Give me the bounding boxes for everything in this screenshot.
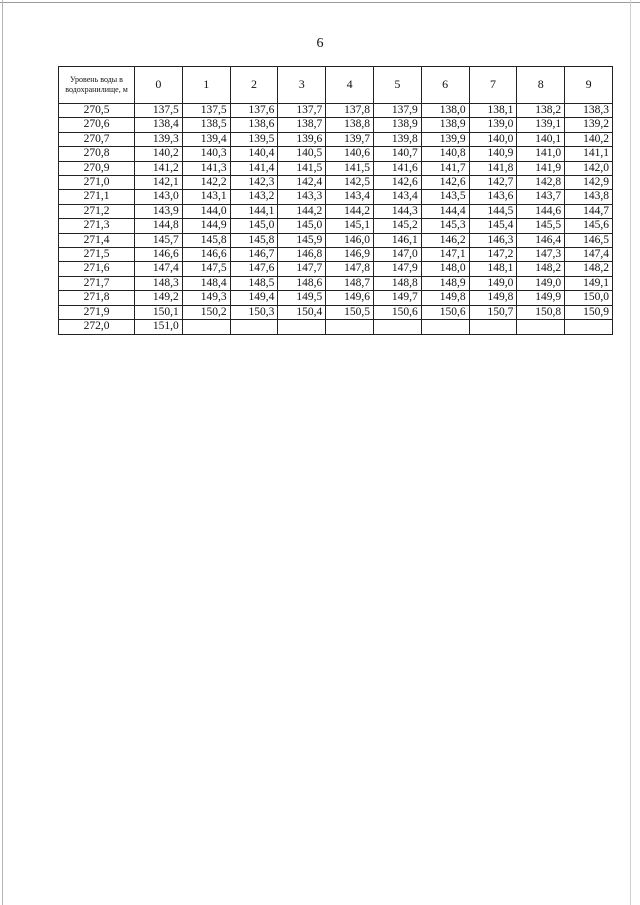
- volume-cell: [326, 320, 374, 334]
- volume-cell: 144,5: [469, 204, 517, 218]
- volume-cell: 149,8: [469, 291, 517, 305]
- volume-cell: 139,8: [373, 132, 421, 146]
- water-level-cell: 271,2: [59, 204, 135, 218]
- volume-cell: 151,0: [135, 320, 183, 334]
- header-col-7: 7: [469, 67, 517, 104]
- volume-cell: 143,8: [565, 190, 613, 204]
- volume-cell: 142,4: [278, 176, 326, 190]
- volume-cell: 138,7: [278, 118, 326, 132]
- volume-cell: 139,4: [182, 132, 230, 146]
- volume-cell: 148,7: [326, 276, 374, 290]
- volume-cell: 138,0: [421, 104, 469, 118]
- volume-cell: 142,8: [517, 176, 565, 190]
- volume-cell: 145,0: [278, 219, 326, 233]
- water-level-cell: 270,5: [59, 104, 135, 118]
- volume-cell: 146,4: [517, 233, 565, 247]
- volume-cell: 145,4: [469, 219, 517, 233]
- volume-cell: 140,4: [230, 147, 278, 161]
- volume-cell: 149,7: [373, 291, 421, 305]
- volume-cell: 150,9: [565, 305, 613, 319]
- volume-cell: 141,1: [565, 147, 613, 161]
- header-col-8: 8: [517, 67, 565, 104]
- volume-cell: 144,1: [230, 204, 278, 218]
- table-row: [59, 161, 613, 175]
- volume-cell: 143,9: [135, 204, 183, 218]
- volume-cell: 147,4: [135, 262, 183, 276]
- volume-cell: 146,5: [565, 233, 613, 247]
- volume-cell: 137,5: [182, 104, 230, 118]
- volume-cell: 143,0: [135, 190, 183, 204]
- volume-cell: 138,6: [230, 118, 278, 132]
- volume-cell: 146,6: [135, 248, 183, 262]
- volume-cell: 150,7: [469, 305, 517, 319]
- volume-cell: 150,6: [373, 305, 421, 319]
- volume-cell: 143,4: [373, 190, 421, 204]
- volume-cell: [517, 320, 565, 334]
- table-row: [59, 190, 613, 204]
- volume-cell: 149,1: [565, 276, 613, 290]
- volume-cell: [469, 320, 517, 334]
- volume-cell: [230, 320, 278, 334]
- volume-cell: 150,5: [326, 305, 374, 319]
- volume-cell: 138,9: [373, 118, 421, 132]
- volume-cell: 140,2: [135, 147, 183, 161]
- volume-cell: 143,7: [517, 190, 565, 204]
- volume-cell: 147,7: [278, 262, 326, 276]
- volume-cell: 145,9: [278, 233, 326, 247]
- water-level-cell: 270,7: [59, 132, 135, 146]
- volume-cell: 140,2: [565, 132, 613, 146]
- volume-cell: 141,4: [230, 161, 278, 175]
- volume-cell: 145,8: [182, 233, 230, 247]
- volume-cell: 145,8: [230, 233, 278, 247]
- volume-cell: 147,2: [469, 248, 517, 262]
- water-level-cell: 270,9: [59, 161, 135, 175]
- volume-cell: 149,4: [230, 291, 278, 305]
- table-row: [59, 262, 613, 276]
- volume-cell: 142,7: [469, 176, 517, 190]
- volume-cell: 142,1: [135, 176, 183, 190]
- volume-cell: 137,9: [373, 104, 421, 118]
- water-level-cell: 271,0: [59, 176, 135, 190]
- volume-cell: 137,6: [230, 104, 278, 118]
- volume-cell: 144,7: [565, 204, 613, 218]
- header-water-level: Уровень воды в водохранилище, м: [59, 67, 135, 104]
- header-col-5: 5: [373, 67, 421, 104]
- volume-cell: 149,8: [421, 291, 469, 305]
- volume-cell: 144,8: [135, 219, 183, 233]
- volume-cell: 141,3: [182, 161, 230, 175]
- volume-cell: 139,7: [326, 132, 374, 146]
- volume-cell: 139,2: [565, 118, 613, 132]
- water-level-cell: 271,9: [59, 305, 135, 319]
- volume-cell: 149,6: [326, 291, 374, 305]
- volume-cell: 146,0: [326, 233, 374, 247]
- table-row: [59, 147, 613, 161]
- water-level-cell: 270,8: [59, 147, 135, 161]
- volume-cell: 150,2: [182, 305, 230, 319]
- water-level-cell: 271,4: [59, 233, 135, 247]
- volume-cell: 143,1: [182, 190, 230, 204]
- volume-cell: 144,0: [182, 204, 230, 218]
- water-level-cell: 271,8: [59, 291, 135, 305]
- volume-cell: 141,0: [517, 147, 565, 161]
- volume-cell: 139,3: [135, 132, 183, 146]
- volume-cell: 141,8: [469, 161, 517, 175]
- volume-cell: 148,9: [421, 276, 469, 290]
- table-row: [59, 219, 613, 233]
- volume-cell: 150,1: [135, 305, 183, 319]
- volume-cell: 145,1: [326, 219, 374, 233]
- volume-cell: 142,2: [182, 176, 230, 190]
- volume-cell: 147,9: [373, 262, 421, 276]
- volume-cell: 146,7: [230, 248, 278, 262]
- volume-cell: 141,9: [517, 161, 565, 175]
- volume-cell: 140,1: [517, 132, 565, 146]
- volume-cell: 147,4: [565, 248, 613, 262]
- volume-cell: 142,6: [421, 176, 469, 190]
- volume-cell: 140,6: [326, 147, 374, 161]
- volume-cell: 146,9: [326, 248, 374, 262]
- volume-cell: 137,7: [278, 104, 326, 118]
- volume-cell: 147,6: [230, 262, 278, 276]
- volume-cell: 144,2: [326, 204, 374, 218]
- table-row: [59, 305, 613, 319]
- volume-cell: 140,5: [278, 147, 326, 161]
- volume-cell: 148,6: [278, 276, 326, 290]
- volume-cell: 147,3: [517, 248, 565, 262]
- volume-cell: 147,1: [421, 248, 469, 262]
- table-row: [59, 204, 613, 218]
- volume-cell: 143,5: [421, 190, 469, 204]
- volume-cell: 139,6: [278, 132, 326, 146]
- volume-cell: 148,1: [469, 262, 517, 276]
- water-level-table: [58, 66, 613, 335]
- volume-cell: 148,2: [517, 262, 565, 276]
- volume-cell: 138,2: [517, 104, 565, 118]
- water-level-cell: 270,6: [59, 118, 135, 132]
- volume-cell: 148,4: [182, 276, 230, 290]
- header-col-0: 0: [135, 67, 183, 104]
- volume-cell: 141,6: [373, 161, 421, 175]
- volume-cell: 150,6: [421, 305, 469, 319]
- header-col-1: 1: [182, 67, 230, 104]
- table-row: [59, 276, 613, 290]
- volume-cell: 138,1: [469, 104, 517, 118]
- volume-cell: 144,4: [421, 204, 469, 218]
- volume-cell: 148,8: [373, 276, 421, 290]
- volume-cell: 137,8: [326, 104, 374, 118]
- volume-cell: 150,0: [565, 291, 613, 305]
- table-row: [59, 104, 613, 118]
- volume-cell: 145,3: [421, 219, 469, 233]
- volume-cell: 144,3: [373, 204, 421, 218]
- volume-cell: 144,9: [182, 219, 230, 233]
- volume-cell: 139,5: [230, 132, 278, 146]
- volume-cell: 142,9: [565, 176, 613, 190]
- volume-cell: 143,6: [469, 190, 517, 204]
- volume-cell: 139,1: [517, 118, 565, 132]
- volume-cell: 139,9: [421, 132, 469, 146]
- volume-cell: 142,0: [565, 161, 613, 175]
- table-body: [59, 104, 613, 335]
- table-row: [59, 248, 613, 262]
- volume-cell: 149,5: [278, 291, 326, 305]
- volume-cell: 150,4: [278, 305, 326, 319]
- volume-cell: 143,2: [230, 190, 278, 204]
- volume-cell: 148,0: [421, 262, 469, 276]
- page-right-edge: [630, 0, 631, 905]
- volume-cell: 146,3: [469, 233, 517, 247]
- header-col-6: 6: [421, 67, 469, 104]
- volume-cell: 142,5: [326, 176, 374, 190]
- volume-cell: 145,7: [135, 233, 183, 247]
- table-row: [59, 132, 613, 146]
- header-col-2: 2: [230, 67, 278, 104]
- table-header-row: [59, 67, 613, 104]
- water-level-cell: 272,0: [59, 320, 135, 334]
- volume-cell: [565, 320, 613, 334]
- table-row: [59, 320, 613, 334]
- volume-cell: 138,8: [326, 118, 374, 132]
- volume-cell: 149,9: [517, 291, 565, 305]
- table-row: [59, 118, 613, 132]
- volume-cell: 138,3: [565, 104, 613, 118]
- volume-cell: 141,5: [326, 161, 374, 175]
- volume-cell: 146,6: [182, 248, 230, 262]
- page-left-edge: [2, 0, 3, 905]
- water-level-cell: 271,3: [59, 219, 135, 233]
- volume-cell: 147,8: [326, 262, 374, 276]
- volume-cell: [278, 320, 326, 334]
- volume-cell: 146,8: [278, 248, 326, 262]
- volume-cell: 141,7: [421, 161, 469, 175]
- header-col-9: 9: [565, 67, 613, 104]
- water-level-cell: 271,5: [59, 248, 135, 262]
- volume-cell: 138,9: [421, 118, 469, 132]
- volume-cell: 142,6: [373, 176, 421, 190]
- volume-cell: 140,8: [421, 147, 469, 161]
- water-level-cell: 271,6: [59, 262, 135, 276]
- volume-cell: 149,0: [517, 276, 565, 290]
- volume-cell: 141,2: [135, 161, 183, 175]
- volume-cell: 138,4: [135, 118, 183, 132]
- volume-cell: 150,8: [517, 305, 565, 319]
- volume-cell: 148,3: [135, 276, 183, 290]
- volume-cell: 139,0: [469, 118, 517, 132]
- volume-cell: 149,0: [469, 276, 517, 290]
- page-number: 6: [316, 36, 324, 51]
- table-row: [59, 233, 613, 247]
- volume-cell: 145,0: [230, 219, 278, 233]
- volume-cell: 140,9: [469, 147, 517, 161]
- volume-cell: 140,0: [469, 132, 517, 146]
- volume-cell: 142,3: [230, 176, 278, 190]
- volume-cell: 147,5: [182, 262, 230, 276]
- volume-cell: 138,5: [182, 118, 230, 132]
- volume-cell: 149,2: [135, 291, 183, 305]
- water-level-cell: 271,1: [59, 190, 135, 204]
- volume-cell: 140,7: [373, 147, 421, 161]
- volume-cell: 145,2: [373, 219, 421, 233]
- volume-cell: 141,5: [278, 161, 326, 175]
- volume-cell: 148,2: [565, 262, 613, 276]
- volume-cell: 146,1: [373, 233, 421, 247]
- volume-cell: 140,3: [182, 147, 230, 161]
- volume-cell: 150,3: [230, 305, 278, 319]
- volume-cell: [421, 320, 469, 334]
- volume-cell: 143,4: [326, 190, 374, 204]
- page-top-edge: [0, 2, 640, 3]
- volume-cell: [373, 320, 421, 334]
- volume-cell: 148,5: [230, 276, 278, 290]
- volume-cell: 137,5: [135, 104, 183, 118]
- table-row: [59, 291, 613, 305]
- volume-cell: 144,2: [278, 204, 326, 218]
- volume-cell: 147,0: [373, 248, 421, 262]
- volume-cell: 149,3: [182, 291, 230, 305]
- water-level-cell: 271,7: [59, 276, 135, 290]
- volume-cell: 143,3: [278, 190, 326, 204]
- table-row: [59, 176, 613, 190]
- volume-cell: [182, 320, 230, 334]
- volume-cell: 144,6: [517, 204, 565, 218]
- volume-cell: 145,5: [517, 219, 565, 233]
- volume-cell: 146,2: [421, 233, 469, 247]
- header-col-3: 3: [278, 67, 326, 104]
- volume-cell: 145,6: [565, 219, 613, 233]
- header-col-4: 4: [326, 67, 374, 104]
